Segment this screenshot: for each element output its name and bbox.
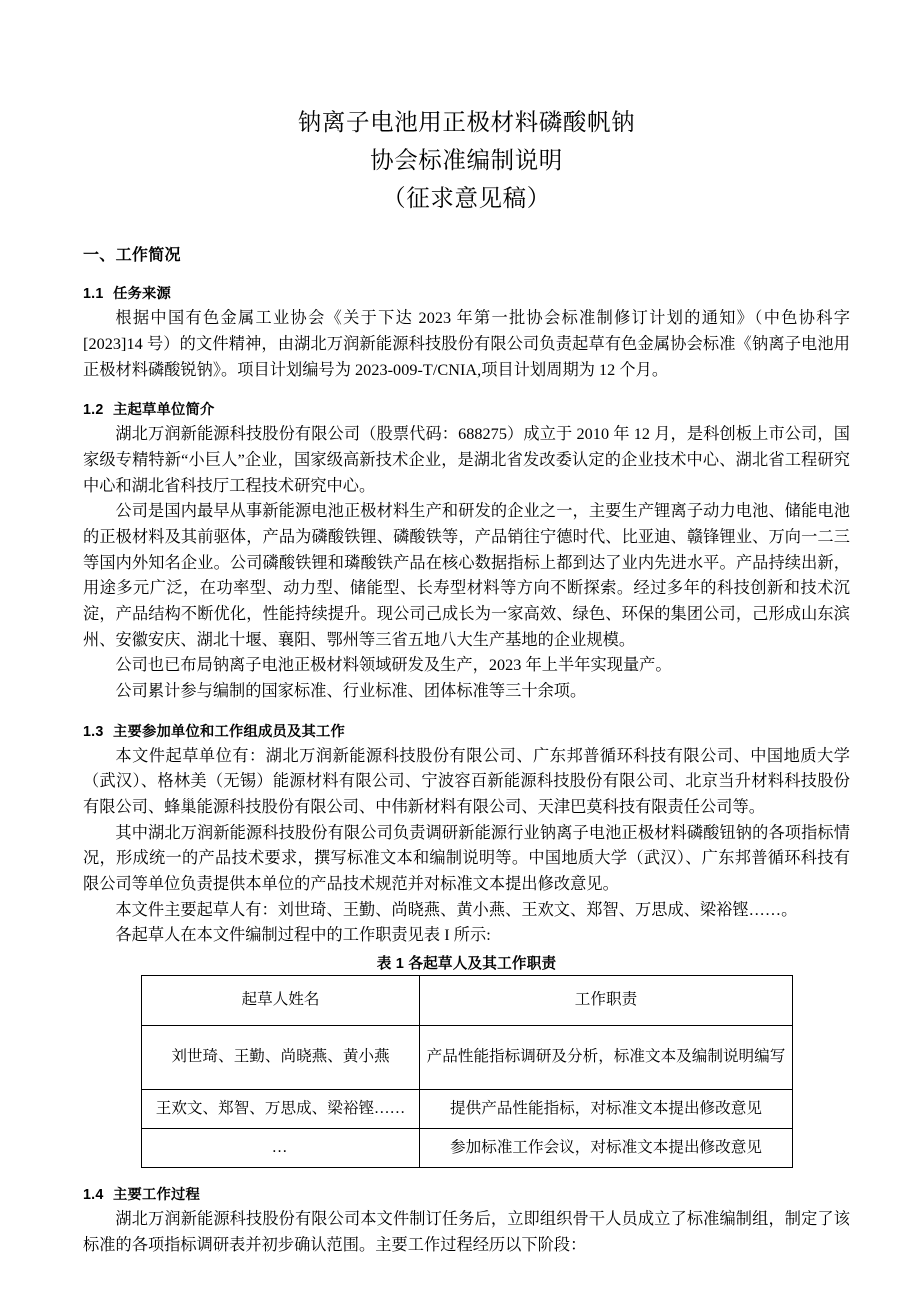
table-header-row <box>142 975 793 1025</box>
section-number-1-1: 1.1 <box>83 286 104 303</box>
paragraph-1-3-4: 各起草人在本文件编制过程中的工作职责见表 I 所示: <box>115 926 491 945</box>
section-number-1-3: 1.3 <box>83 723 104 740</box>
section-heading-1-3 <box>83 705 850 744</box>
section-title-1-1: 任务来源 <box>113 286 171 303</box>
paragraph-1-3-2: 其中湖北万润新能源科技股份有限公司负责调研新能源行业钠离子电池正极材料磷酸钮钠的各项指标情况，形成统一的产品技术要求，撰写标准文本和编制说明等。中国地质大学（武汉）、广东邦普循环科技有限公司等单位负责提供本单位的产品技术规范并对标准文本提出修改意见。 <box>83 823 850 893</box>
paragraph-1-2-4: 公司累计参与编制的国家标准、行业标准、团体标准等三十余项。 <box>115 681 587 700</box>
table-row <box>142 1025 793 1089</box>
paragraph-1-4-1: 湖北万润新能源科技股份有限公司本文件制订任务后，立即组织骨干人员成立了标准编制组，制定了该标准的各项指标调研表并初步确认范围。主要工作过程经历以下阶段： <box>83 1209 850 1254</box>
paragraph-1-2-1: 湖北万润新能源科技股份有限公司（股票代码：688275）成立于 2010 年 12 月，是科创板上市公司，国家级专精特新“小巨人”企业，国家级高新技术企业，是湖北省发改委认定的企业技术中心、湖北省工程研究中心和湖北省科技厅工程技术研究中心。 <box>83 425 850 495</box>
title-line-2: 协会标准编制说明 <box>370 148 563 175</box>
paragraph-1-1-1: 根据中国有色金属工业协会《关于下达 2023 年第一批协会标准制修订计划的通知》（中色协科字[2023]14 号）的文件精神，由湖北万润新能源科技股份有限公司负责起草有色金属协会标准《钠离子电池用正极材料磷酸锐钠》。项目计划编号为 2023-009-T/CNIA,项目计划周期为 12 个月。 <box>83 309 850 379</box>
paragraph-1-3-3: 本文件主要起草人有：刘世琦、王勤、尚晓燕、黄小燕、王欢文、郑智、万思成、梁裕铿……。 <box>115 900 798 919</box>
page-content <box>83 0 850 1258</box>
paragraph-1-2-2: 公司是国内最早从事新能源电池正极材料生产和研发的企业之一，主要生产锂离子动力电池、储能电池的正极材料及其前驱体，产品为磷酸铁锂、磷酸铁等，产品销往宁德时代、比亚迪、赣锋锂业、万向一二三等国内外知名企业。公司磷酸铁锂和璘酸铁产品在核心数据指标上都到达了业内先进水平。产品持续出新，用途多元广泛，在功率型、动力型、储能型、长寿型材料等方向不断探索。经过多年的科技创新和技术沉淀，产品结构不断优化，性能持续提升。现公司己成长为一家高效、绿色、环保的集团公司，己形成山东滨州、安徽安庆、湖北十堰、襄阳、鄂州等三省五地八大生产基地的企业规模。 <box>83 502 850 649</box>
section-number-1-4: 1.4 <box>83 1186 104 1203</box>
section-title-1-2: 主起草单位简介 <box>113 402 215 419</box>
title-line-1: 钠离子电池用正极材料磷酸帆钠 <box>297 110 636 136</box>
section-number-1-2: 1.2 <box>83 402 104 419</box>
paragraph-1-2-3: 公司也已布局钠离子电池正极材料领域研发及生产，2023 年上半年实现量产。 <box>115 656 672 675</box>
section-heading-1-1 <box>83 267 850 306</box>
table-cell-name: 刘世琦、王勤、尚晓燕、黄小燕 <box>142 1025 420 1089</box>
table-cell-duty: 提供产品性能指标，对标准文本提出修改意见 <box>420 1089 793 1128</box>
section-title-1-4: 主要工作过程 <box>113 1186 200 1203</box>
table-row <box>142 1128 793 1167</box>
section-heading-1-4 <box>83 1168 850 1207</box>
table-1-wrapper <box>141 975 792 1168</box>
title-line-3: （征求意见稿） <box>382 186 551 213</box>
table-drafters-responsibilities <box>141 975 793 1168</box>
table-row <box>142 1089 793 1128</box>
section-heading-1: 一、工作简况 <box>83 247 181 265</box>
table-cell-name: 王欢文、郑智、万思成、梁裕铿…… <box>142 1089 420 1128</box>
table-cell-duty: 产品性能指标调研及分析，标准文本及编制说明编写 <box>420 1025 793 1089</box>
paragraph-1-3-1: 本文件起草单位有：湖北万润新能源科技股份有限公司、广东邦普循环科技有限公司、中国地质大学（武汉）、格林美（无锡）能源材料有限公司、宁波容百新能源科技股份有限公司、北京当升材料科技股份有限公司、蜂巢能源科技股份有限公司、中伟新材料有限公司、天津巴莫科技有限责任公司等。 <box>83 746 850 816</box>
section-title-1-3: 主要参加单位和工作组成员及其工作 <box>113 723 345 740</box>
table-cell-name: … <box>142 1128 420 1167</box>
table-header-cell-duty: 工作职责 <box>420 975 793 1025</box>
document-title <box>83 0 850 218</box>
table-1-caption: 表 1 各起草人及其工作职责 <box>376 955 557 972</box>
section-heading-1-2 <box>83 383 850 422</box>
table-header-cell-name: 起草人姓名 <box>142 975 420 1025</box>
table-cell-duty: 参加标准工作会议，对标准文本提出修改意见 <box>420 1128 793 1167</box>
